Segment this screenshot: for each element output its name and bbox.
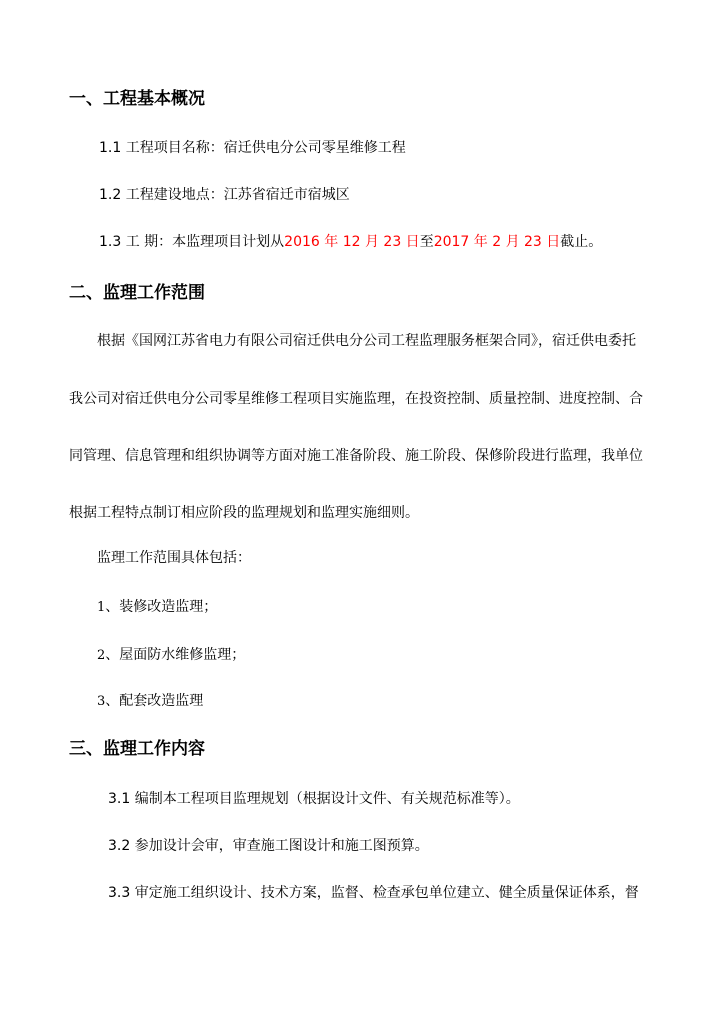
section-heading-overview: 一、工程基本概况 — [69, 89, 205, 109]
project-period-line — [99, 232, 602, 252]
period-end-date: 2017 年 2 月 23 日 — [433, 234, 561, 250]
scope-list-item — [97, 597, 217, 618]
scope-item-text: 、配套改造监理 — [105, 693, 204, 709]
scope-paragraph-line: 根据《国网江苏省电力有限公司宿迁供电分公司工程监理服务框架合同》，宿迁供电委托 — [97, 333, 636, 349]
scope-paragraph-line: 根据工程特点制订相应阶段的监理规划和监理实施细则。 — [69, 505, 419, 521]
scope-paragraph-line: 同管理、信息管理和组织协调等方面对施工准备阶段、施工阶段、保修阶段进行监理，我单位 — [69, 448, 643, 464]
content-item: 3.2 参加设计会审，审查施工图设计和施工图预算。 — [108, 838, 429, 854]
period-start-date: 2016 年 12 月 23 日 — [284, 234, 420, 250]
scope-intro: 监理工作范围具体包括： — [97, 550, 251, 566]
section-heading-content: 三、监理工作内容 — [69, 739, 205, 759]
scope-list-item — [97, 645, 245, 666]
period-middle: 至 — [419, 234, 434, 250]
period-prefix: 1.3 工 期：本监理项目计划从 — [99, 234, 285, 250]
section-heading-scope: 二、监理工作范围 — [69, 283, 205, 303]
project-location-line: 1.2 工程建设地点：江苏省宿迁市宿城区 — [99, 187, 350, 203]
scope-item-text: 、屋面防水维修监理； — [105, 647, 246, 663]
period-suffix: 截止。 — [560, 234, 603, 250]
content-item: 3.3 审定施工组织设计、技术方案，监督、检查承包单位建立、健全质量保证体系，督 — [108, 885, 639, 901]
project-name-line: 1.1 工程项目名称：宿迁供电分公司零星维修工程 — [99, 140, 406, 156]
scope-item-number: 3 — [97, 694, 106, 709]
scope-list-item — [97, 691, 203, 712]
scope-paragraph-line: 我公司对宿迁供电分公司零星维修工程项目实施监理，在投资控制、质量控制、进度控制、合 — [69, 391, 643, 407]
scope-item-number: 1 — [97, 600, 106, 615]
scope-item-text: 、装修改造监理； — [105, 599, 218, 615]
content-item: 3.1 编制本工程项目监理规划（根据设计文件、有关规范标准等）。 — [108, 791, 520, 807]
scope-item-number: 2 — [97, 648, 106, 663]
